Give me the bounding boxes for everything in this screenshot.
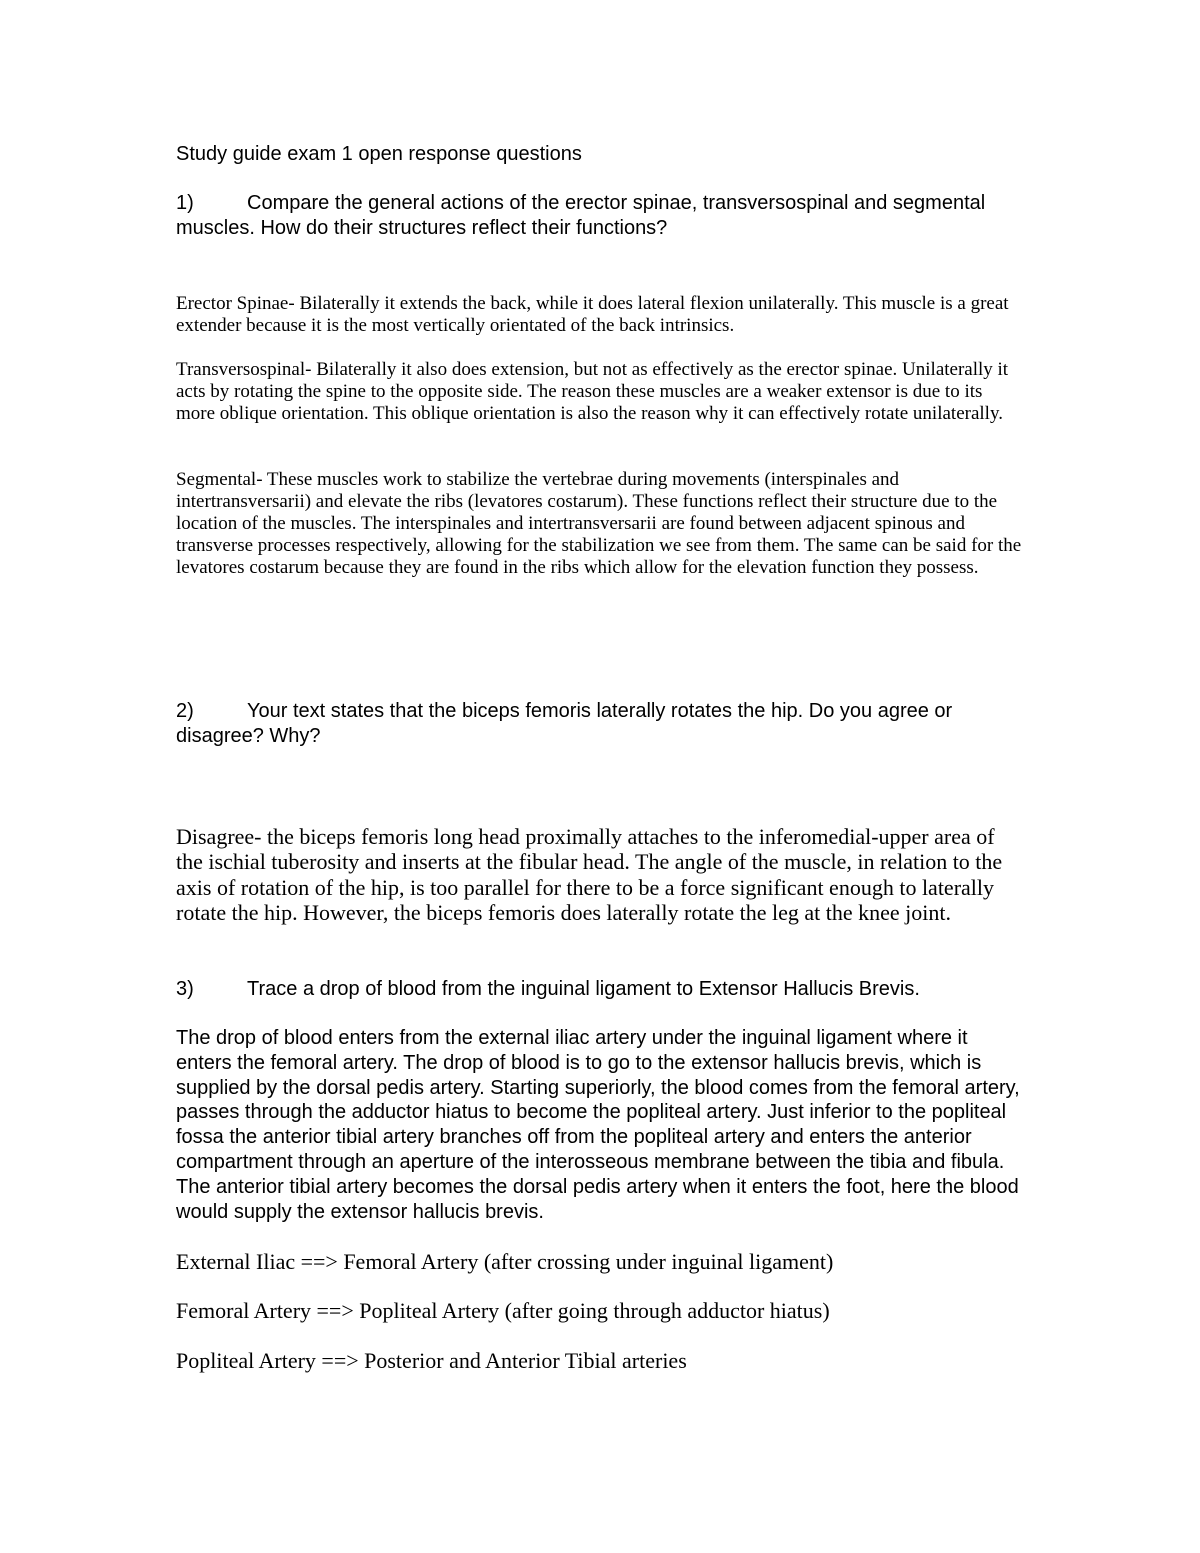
question-3-number: 3)	[176, 978, 194, 1000]
answer-3: The drop of blood enters from the external iliac artery under the inguinal ligament where it enters the femoral artery. The drop of blood is to go to the extensor hallucis brevis, which is supplied by the dorsal pedis artery. Starting superiorly, the blood comes from the femoral artery, passes through the adductor hiatus to become the popliteal artery. Just inferior to the popliteal fossa the anterior tibial artery branches off from the popliteal artery and enters the anterior compartment through an aperture of the interosseous membrane between the tibia and fibula. The anterior tibial artery becomes the dorsal pedis artery when it enters the foot, here the blood would supply the extensor hallucis brevis.	[176, 1027, 1020, 1223]
document-title: Study guide exam 1 open response questions	[176, 143, 582, 165]
question-1-text: Compare the general actions of the erector spinae, transversospinal and segmental muscles. How do their structures reflect their functions?	[176, 192, 986, 239]
answer-1-segmental: Segmental- These muscles work to stabilize the vertebrae during movements (interspinales and intertransversarii) and elevate the ribs (levatores costarum). These functions reflect their structure due to the location of the muscles. The interspinales and intertransversarii are found between adjacent spinous and transverse processes respectively, allowing for the stabilization we see from them. The same can be said for the levatores costarum because they are found in the ribs which allow for the elevation function they possess.	[176, 469, 1022, 578]
question-1-number: 1)	[176, 192, 194, 214]
pathway-step-2: Femoral Artery ==> Popliteal Artery (after going through adductor hiatus)	[176, 1298, 830, 1323]
question-2-text: Your text states that the biceps femoris laterally rotates the hip. Do you agree or disagree? Why?	[176, 700, 953, 747]
answer-2: Disagree- the biceps femoris long head proximally attaches to the inferomedial-upper area of the ischial tuberosity and inserts at the fibular head. The angle of the muscle, in relation to the axis of rotation of the hip, is too parallel for there to be a force significant enough to laterally rotate the hip. However, the biceps femoris does laterally rotate the leg at the knee joint.	[176, 824, 1003, 926]
answer-1-transversospinal: Transversospinal- Bilaterally it also does extension, but not as effectively as the erector spinae. Unilaterally it acts by rotating the spine to the opposite side. The reason these muscles are a weaker extensor is due to its more oblique orientation. This oblique orientation is also the reason why it can effectively rotate unilaterally.	[176, 359, 1009, 424]
pathway-step-1: External Iliac ==> Femoral Artery (after crossing under inguinal ligament)	[176, 1249, 834, 1274]
question-2	[176, 699, 1021, 749]
question-1	[176, 191, 996, 241]
answer-1-erector-spinae: Erector Spinae- Bilaterally it extends the back, while it does lateral flexion unilaterally. This muscle is a great extender because it is the most vertically orientated of the back intrinsics.	[176, 293, 1009, 336]
question-3	[176, 977, 1076, 1002]
question-2-number: 2)	[176, 700, 194, 722]
pathway-step-3: Popliteal Artery ==> Posterior and Anterior Tibial arteries	[176, 1348, 687, 1373]
question-3-text: Trace a drop of blood from the inguinal ligament to Extensor Hallucis Brevis.	[247, 978, 920, 1000]
